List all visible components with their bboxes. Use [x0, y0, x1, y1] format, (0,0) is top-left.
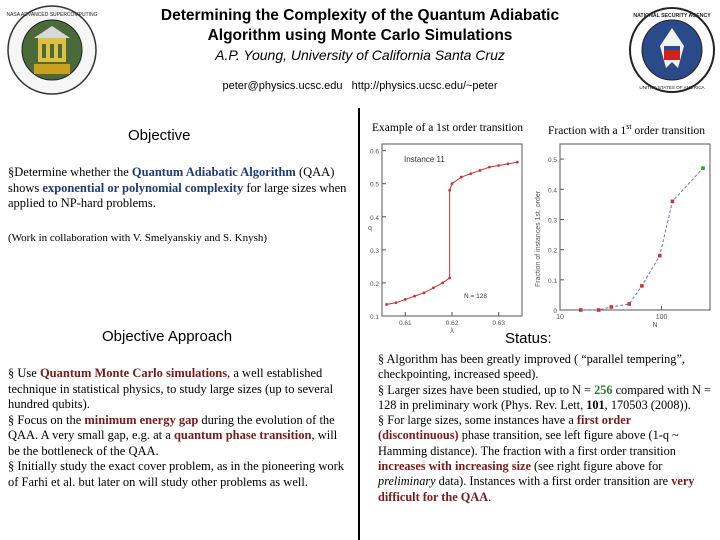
approach-bullet-1: § Use Quantum Monte Carlo simulations, a well established technique in statistical physics, to study large sizes (up to several hundred qubits). — [8, 366, 334, 411]
chart2-point — [671, 200, 675, 204]
contact-line — [100, 80, 620, 92]
approach-bullet-2: § Focus on the minimum energy gap during the evolution of the QAA. A very small gap, e.g. at a quantum phase transition, will be the bottleneck of the QAA. — [8, 412, 338, 458]
chart2-point — [579, 308, 583, 312]
approach-heading: Objective Approach — [102, 328, 233, 345]
chart2-xlabel: N — [652, 322, 658, 329]
left-figure-caption: Example of a 1st order transition — [372, 122, 524, 134]
chart2-ytick-label: 0.2 — [547, 247, 557, 255]
chart2-point — [658, 254, 662, 258]
chart1-point — [479, 169, 482, 172]
chart1-xtick-label: 0.62 — [445, 320, 459, 327]
chart1-point — [385, 303, 388, 306]
homepage-link[interactable]: http://physics.ucsc.edu/~peter — [351, 80, 498, 92]
chart2-point — [597, 308, 601, 312]
logo-left-text: NASA ADVANCED SUPERCOMPUTING — [6, 12, 98, 18]
right-figure-caption: Fraction with a 1st order transition — [548, 122, 706, 137]
title-line-2: Algorithm using Monte Carlo Simulations — [207, 27, 513, 44]
chart1-ytick-label: 0.5 — [369, 181, 379, 189]
status-bullet-2: § Larger sizes have been studied, up to N = 256 compared with N = 128 in preliminary work (Phys. Rev. Lett, 101, 170503 (2008)). — [378, 382, 711, 412]
page-title — [100, 6, 620, 46]
logo-right-bottom: UNITED STATES OF AMERICA — [639, 85, 705, 90]
chart2-ytick-label: 0.1 — [547, 277, 557, 285]
chart1-point — [516, 161, 519, 164]
chart2-ytick-label: 0.3 — [547, 217, 557, 225]
chart1-xtick-label: 0.63 — [492, 320, 505, 327]
chart1-point — [497, 164, 500, 167]
chart1-series-line — [387, 278, 450, 304]
collaboration-note: (Work in collaboration with V. Smelyanskiy and S. Knysh) — [8, 232, 268, 244]
approach-bullet-3: § Initially study the exact cover problem, as in the pioneering work of Farhi et al. but later on will study other problems as well. — [8, 459, 345, 489]
chart2-point — [701, 166, 705, 170]
chart2-ylabel: Fraction of instances 1st. order — [535, 190, 542, 287]
chart2-series-line — [581, 168, 703, 310]
chart1-ytick-label: 0.3 — [369, 247, 379, 255]
chart1-ytick-label: 0.6 — [369, 148, 379, 156]
chart1-ytick-label: 0.2 — [369, 280, 379, 288]
chart2-point — [627, 302, 631, 306]
title-line-1: Determining the Complexity of the Quantum Adiabatic — [160, 7, 560, 24]
chart1-point — [441, 282, 444, 285]
chart2-ytick-label: 0 — [553, 308, 557, 315]
status-bullet-3: § For large sizes, some instances have a first order (discontinuous) phase transition, see left figure above (1-q ~ Hamming distance). The fraction with a first order transition increases with increasing size (see right figure above for preliminary data). Instances with a first order transition are very difficult for the QAA. — [378, 413, 695, 504]
chart1-title: Instance 11 — [404, 155, 445, 164]
chart1-xlabel: λ — [450, 328, 454, 334]
chart2-point — [609, 305, 613, 309]
chart1-point — [395, 301, 398, 304]
chart1-ytick-label: 0.1 — [369, 314, 379, 321]
fraction-first-order-chart — [530, 138, 718, 334]
objective-paragraph: §Determine whether the Quantum Adiabatic Algorithm (QAA) shows exponential or polynomial complexity for large sizes when applied to NP-hard problems. — [8, 165, 347, 210]
chart1-point — [423, 291, 426, 294]
logo-right — [628, 6, 716, 94]
chart1-ytick-label: 0.4 — [369, 214, 379, 222]
chart2-xtick-label: 10 — [556, 314, 564, 321]
email-link[interactable]: peter@physics.ucsc.edu — [222, 80, 343, 92]
chart1-xtick-label: 0.61 — [399, 320, 412, 327]
approach-list — [8, 366, 350, 490]
chart2-point — [640, 284, 644, 288]
chart1-point — [507, 162, 510, 165]
logo-left — [6, 4, 98, 96]
chart1-point — [460, 176, 463, 179]
chart1-point — [413, 295, 416, 298]
chart1-frame — [382, 144, 522, 316]
chart2-xtick-label: 100 — [655, 314, 668, 321]
status-bullet-1: § Algorithm has been greatly improved ( “parallel tempering”, checkpointing, increased speed). — [378, 352, 685, 382]
chart1-ylabel: q — [368, 225, 372, 232]
logo-right-text: NATIONAL SECURITY AGENCY — [633, 13, 711, 19]
author-line: A.P. Young, University of California Santa Cruz — [215, 47, 505, 63]
chart1-point — [469, 172, 472, 175]
chart2-ytick-label: 0.4 — [547, 187, 557, 195]
status-heading: Status: — [505, 330, 552, 347]
chart1-series-line — [450, 162, 518, 190]
chart1-annotation: N = 128 — [464, 293, 487, 300]
chart2-ytick-label: 0.5 — [547, 157, 557, 165]
objective-heading: Objective — [128, 127, 191, 144]
chart1-point — [451, 182, 454, 185]
chart1-point — [404, 298, 407, 301]
first-order-transition-chart — [360, 138, 530, 334]
status-list — [378, 352, 712, 505]
chart2-frame — [560, 144, 710, 310]
chart1-point — [432, 286, 435, 289]
chart1-point — [488, 166, 491, 169]
